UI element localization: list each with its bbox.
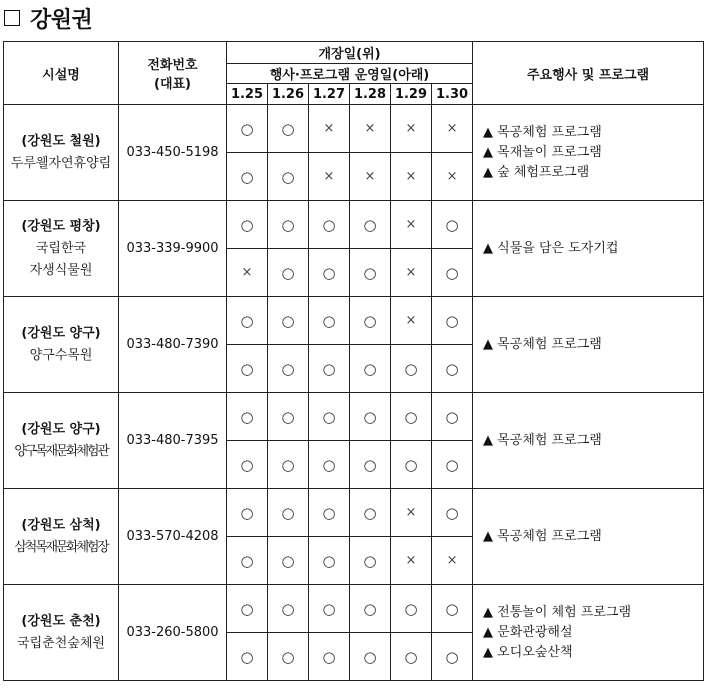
program-day-mark: ○ [309, 633, 350, 681]
table-row [4, 201, 704, 249]
open-day-mark: ○ [350, 201, 391, 249]
program-day-mark: ○ [268, 441, 309, 489]
open-day-mark: ○ [432, 297, 473, 345]
open-day-mark: ○ [268, 585, 309, 633]
program-day-mark: × [309, 153, 350, 201]
program-day-mark: ○ [350, 537, 391, 585]
program-list [473, 393, 704, 489]
program-item: ▲ 목공체험 프로그램 [483, 124, 602, 140]
facility-name: 양구수목원 [29, 347, 93, 363]
program-day-mark: ○ [391, 633, 432, 681]
open-day-mark: ○ [350, 393, 391, 441]
program-day-mark: ○ [350, 633, 391, 681]
open-day-mark: ○ [227, 105, 268, 153]
program-day-mark: × [432, 153, 473, 201]
program-item: ▲ 전통놀이 체험 프로그램 [483, 604, 632, 620]
open-day-mark: ○ [268, 105, 309, 153]
open-day-mark: × [391, 297, 432, 345]
page-title-text: 강원권 [30, 7, 93, 33]
program-list [473, 201, 704, 297]
facility-name: 삼척목재문화체험장 [14, 539, 108, 555]
open-day-mark: ○ [268, 393, 309, 441]
open-day-mark: × [391, 489, 432, 537]
header-phone-line1: 전화번호 [147, 58, 198, 73]
program-day-mark: ○ [350, 441, 391, 489]
program-day-mark: × [391, 537, 432, 585]
open-day-mark: ○ [227, 489, 268, 537]
table-row [4, 489, 704, 537]
open-day-mark: ○ [227, 201, 268, 249]
open-day-mark: ○ [432, 393, 473, 441]
header-phone-line2: (대표) [154, 77, 191, 92]
program-day-mark: ○ [227, 633, 268, 681]
facility-name-cell [4, 201, 119, 297]
facility-name-cell [4, 297, 119, 393]
program-day-mark: ○ [432, 249, 473, 297]
page-title [4, 3, 92, 33]
facility-region: (강원도 양구) [21, 421, 101, 437]
open-day-mark: ○ [432, 201, 473, 249]
facility-name-cell [4, 105, 119, 201]
phone-number: 033-260-5800 [119, 585, 227, 681]
program-day-mark: ○ [227, 441, 268, 489]
program-list [473, 585, 704, 681]
open-day-mark: ○ [391, 585, 432, 633]
open-day-mark: ○ [227, 585, 268, 633]
date-header: 1.25 [227, 84, 268, 105]
program-day-mark: ○ [309, 249, 350, 297]
header-phone [119, 42, 227, 105]
program-day-mark: ○ [227, 537, 268, 585]
program-day-mark: ○ [268, 249, 309, 297]
open-day-mark: ○ [227, 393, 268, 441]
facility-region: (강원도 철원) [21, 133, 101, 149]
facility-name: 국립춘천숲체원 [17, 635, 105, 651]
program-day-mark: ○ [268, 345, 309, 393]
program-day-mark: ○ [391, 345, 432, 393]
facility-name-cell [4, 489, 119, 585]
program-day-mark: ○ [268, 633, 309, 681]
header-program-days: 행사·프로그램 운영일(아래) [227, 64, 473, 84]
program-list [473, 297, 704, 393]
open-day-mark: × [391, 105, 432, 153]
open-day-mark: ○ [309, 297, 350, 345]
facility-name: 자생식물원 [29, 262, 93, 278]
program-day-mark: ○ [350, 249, 391, 297]
open-day-mark: ○ [432, 489, 473, 537]
phone-number: 033-570-4208 [119, 489, 227, 585]
phone-number: 033-480-7395 [119, 393, 227, 489]
facility-name: 국립한국 [35, 240, 87, 256]
date-header: 1.27 [309, 84, 350, 105]
facility-region: (강원도 춘천) [21, 613, 101, 629]
program-day-mark: ○ [432, 441, 473, 489]
phone-number: 033-450-5198 [119, 105, 227, 201]
open-day-mark: ○ [309, 201, 350, 249]
program-day-mark: × [350, 153, 391, 201]
table-row [4, 393, 704, 441]
open-day-mark: × [350, 105, 391, 153]
program-day-mark: ○ [268, 153, 309, 201]
program-list [473, 105, 704, 201]
header-open-days: 개장일(위) [227, 42, 473, 64]
facility-region: (강원도 삼척) [21, 517, 101, 533]
facility-name: 두루웰자연휴양림 [10, 155, 112, 171]
checkbox-square-icon [4, 10, 20, 26]
phone-number: 033-480-7390 [119, 297, 227, 393]
open-day-mark: ○ [227, 297, 268, 345]
facility-schedule-table [3, 41, 704, 681]
date-header: 1.26 [268, 84, 309, 105]
program-item: ▲ 목공체험 프로그램 [483, 432, 602, 448]
program-day-mark: × [391, 153, 432, 201]
open-day-mark: ○ [309, 393, 350, 441]
facility-name: 양구목재문화체험관 [14, 443, 108, 459]
program-item: ▲ 숲 체험프로그램 [483, 164, 590, 180]
program-day-mark: ○ [227, 153, 268, 201]
date-header: 1.29 [391, 84, 432, 105]
date-header: 1.28 [350, 84, 391, 105]
open-day-mark: × [309, 105, 350, 153]
program-item: ▲ 식물을 담은 도자기컵 [483, 240, 619, 256]
open-day-mark: ○ [268, 297, 309, 345]
program-day-mark: ○ [432, 633, 473, 681]
table-row [4, 297, 704, 345]
date-header: 1.30 [432, 84, 473, 105]
facility-name-cell [4, 393, 119, 489]
header-programs: 주요행사 및 프로그램 [473, 42, 704, 105]
program-day-mark: ○ [309, 441, 350, 489]
program-day-mark: ○ [391, 441, 432, 489]
open-day-mark: ○ [350, 297, 391, 345]
open-day-mark: ○ [350, 489, 391, 537]
open-day-mark: ○ [350, 585, 391, 633]
program-day-mark: × [432, 537, 473, 585]
program-item: ▲ 오디오숲산책 [483, 644, 573, 660]
open-day-mark: × [432, 105, 473, 153]
program-item: ▲ 목재놀이 프로그램 [483, 144, 602, 160]
program-item: ▲ 문화관광해설 [483, 624, 573, 640]
facility-region: (강원도 평창) [21, 218, 101, 234]
program-item: ▲ 목공체험 프로그램 [483, 528, 602, 544]
program-item: ▲ 목공체험 프로그램 [483, 336, 602, 352]
program-day-mark: ○ [350, 345, 391, 393]
open-day-mark: ○ [268, 201, 309, 249]
open-day-mark: ○ [309, 489, 350, 537]
program-day-mark: ○ [268, 537, 309, 585]
open-day-mark: ○ [432, 585, 473, 633]
table-row [4, 105, 704, 153]
program-day-mark: ○ [309, 345, 350, 393]
program-day-mark: ○ [432, 345, 473, 393]
program-list [473, 489, 704, 585]
open-day-mark: ○ [391, 393, 432, 441]
facility-region: (강원도 양구) [21, 325, 101, 341]
header-facility: 시설명 [4, 42, 119, 105]
open-day-mark: ○ [268, 489, 309, 537]
program-day-mark: ○ [227, 345, 268, 393]
program-day-mark: × [391, 249, 432, 297]
program-day-mark: ○ [309, 537, 350, 585]
open-day-mark: ○ [309, 585, 350, 633]
facility-name-cell [4, 585, 119, 681]
open-day-mark: × [391, 201, 432, 249]
program-day-mark: × [227, 249, 268, 297]
table-row [4, 585, 704, 633]
phone-number: 033-339-9900 [119, 201, 227, 297]
